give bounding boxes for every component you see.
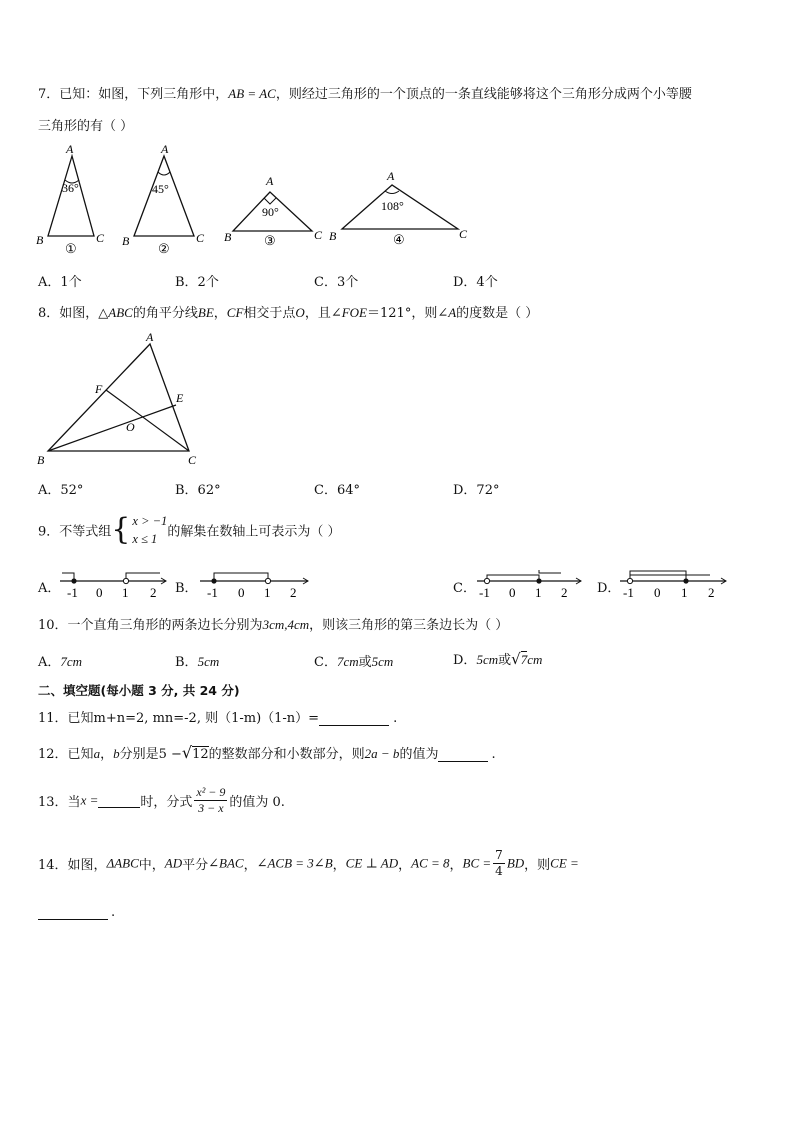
- fig4-label-a: A: [387, 169, 395, 183]
- tick-label: 1: [681, 585, 688, 600]
- closed-point: [71, 578, 76, 583]
- fig2-label-a: A: [161, 142, 169, 156]
- fig3-label-b: B: [224, 230, 232, 244]
- q13-answer-blank[interactable]: [98, 793, 140, 808]
- fig2-number: ②: [158, 241, 170, 255]
- q8-option-d[interactable]: D．72°: [453, 483, 500, 498]
- tick-label: 0: [238, 585, 245, 600]
- q12-stem: 12．已知a，b分别是5 −√12的整数部分和小数部分，则2a − b的值为 .: [38, 743, 496, 762]
- solution-bracket-2: [539, 570, 561, 573]
- q13-stem: 13．当x = 时，分式 $\frac{\text{x² − 9}}{3 - x}$ 的值为 0.: [38, 785, 285, 815]
- q7-stem-line1: 7．已知：如图，下列三角形中，AB = AC，则经过三角形的一个顶点的一条直线能够将这个三角形分成两个小等腰: [38, 86, 692, 102]
- fraction: $\frac{7}{4}$: [495, 848, 503, 878]
- fig3-number: ③: [264, 233, 276, 248]
- q7-stem-line2: 三角形的有（ ）: [38, 119, 134, 134]
- closed-point: [211, 578, 216, 583]
- q11-answer-blank[interactable]: [319, 711, 389, 726]
- fig2-angle: 45°: [152, 182, 169, 196]
- label-b: B: [37, 453, 45, 467]
- number-line-d[interactable]: [618, 565, 730, 601]
- q9-stem: 9．不等式组{ x > −1 x ≤ 1 的解集在数轴上可表示为（ ）: [38, 512, 341, 547]
- label-e: E: [176, 391, 184, 405]
- open-point: [627, 578, 632, 583]
- fig2-label-b: B: [122, 234, 130, 248]
- q11-stem: 11．已知m+n=2, mn=-2, 则（1-m)（1-n）= .: [38, 711, 398, 726]
- q7-option-a[interactable]: A．1个: [38, 275, 82, 290]
- q8-option-b[interactable]: B．62°: [175, 483, 221, 498]
- q9-option-b[interactable]: B．: [175, 581, 198, 596]
- triangle-2: [134, 156, 194, 236]
- tick-label: -1: [623, 585, 634, 600]
- tick-label: 2: [561, 585, 568, 600]
- sqrt-symbol: √: [181, 743, 193, 762]
- fig2-label-c: C: [196, 231, 205, 245]
- fraction: $\frac{\text{x² − 9}}{3 - x}$: [196, 785, 226, 815]
- tick-label: 1: [535, 585, 542, 600]
- fig3-angle: 90°: [262, 205, 279, 219]
- fig4-angle: 108°: [381, 199, 404, 213]
- open-point: [123, 578, 128, 583]
- tick-label: -1: [207, 585, 218, 600]
- fig1-label-a: A: [66, 142, 74, 156]
- tick-label: 2: [290, 585, 297, 600]
- number-line-c[interactable]: [475, 565, 587, 601]
- fig1-label-b: B: [36, 233, 44, 247]
- q8-option-a[interactable]: A．52°: [38, 483, 84, 498]
- q7-option-d[interactable]: D．4个: [453, 275, 498, 290]
- label-a: A: [146, 330, 154, 344]
- fig1-number: ①: [65, 241, 77, 255]
- fig4-label-b: B: [329, 229, 337, 243]
- q8-stem: 8．如图，△ABC的角平分线BE，CF相交于点O，且∠FOE＝121°，则∠A的度数是（ ）: [38, 305, 539, 321]
- q9-option-d[interactable]: D．: [597, 581, 621, 596]
- q12-answer-blank[interactable]: [438, 747, 488, 762]
- open-point: [265, 578, 270, 583]
- q9-ineq-2: x ≤ 1: [132, 532, 158, 546]
- tick-label: 0: [654, 585, 661, 600]
- q14-answer-blank[interactable]: [38, 905, 108, 920]
- open-point: [484, 578, 489, 583]
- tick-label: -1: [67, 585, 78, 600]
- triangle-1: [48, 156, 94, 236]
- q14-answer-line: .: [38, 905, 115, 920]
- closed-point: [683, 578, 688, 583]
- q7-figures: [30, 140, 490, 255]
- q7-option-c[interactable]: C．3个: [314, 275, 359, 290]
- q10-option-b[interactable]: B．5cm: [175, 654, 220, 670]
- solution-bracket: [214, 573, 268, 581]
- fig1-label-c: C: [96, 231, 105, 245]
- q7-option-b[interactable]: B．2个: [175, 275, 219, 290]
- tick-label: 1: [122, 585, 129, 600]
- q9-option-a[interactable]: A．: [38, 581, 61, 596]
- tick-label: 2: [708, 585, 715, 600]
- label-o: O: [126, 420, 135, 434]
- q10-option-d[interactable]: D．5cm或√7cm: [453, 650, 543, 668]
- angle-arc-4: [385, 191, 399, 194]
- q8-option-c[interactable]: C．64°: [314, 483, 360, 498]
- solution-bracket-right: [126, 573, 160, 581]
- closed-point: [536, 578, 541, 583]
- fig3-label-a: A: [266, 174, 274, 188]
- angle-arc-2: [158, 172, 170, 175]
- fig4-label-c: C: [459, 227, 468, 241]
- sqrt-symbol: √: [511, 650, 521, 668]
- solution-bracket-1: [487, 575, 539, 581]
- q14-stem: 14．如图，ΔABC中，AD平分∠BAC，∠ACB = 3∠B，CE ⊥ AD，AC = 8，BC = $\frac{7}{4}$ BD，则CE =: [38, 848, 579, 878]
- label-c: C: [188, 453, 197, 467]
- section-heading: 二、填空题(每小题 3 分, 共 24 分): [38, 683, 240, 698]
- fig4-number: ④: [393, 232, 405, 247]
- tick-label: 1: [264, 585, 271, 600]
- fig3-label-c: C: [314, 228, 323, 242]
- tick-label: 0: [509, 585, 516, 600]
- tick-label: -1: [479, 585, 490, 600]
- solution-bracket-1: [630, 571, 686, 581]
- tick-label: 0: [96, 585, 103, 600]
- q10-stem: 10．一个直角三角形的两条边长分别为3cm,4cm，则该三角形的第三条边长为（ ）: [38, 617, 509, 633]
- label-f: F: [95, 382, 103, 396]
- fig1-angle: 36°: [62, 181, 79, 195]
- right-angle-mark: [264, 198, 276, 204]
- q9-option-c[interactable]: C．: [453, 581, 476, 596]
- number-line-a[interactable]: [58, 565, 170, 601]
- q10-option-a[interactable]: A．7cm: [38, 654, 83, 670]
- tick-label: 2: [150, 585, 157, 600]
- q10-option-c[interactable]: C．7cm或5cm: [314, 654, 394, 670]
- q8-figure: [32, 328, 212, 468]
- q9-ineq-1: x > −1: [132, 514, 168, 528]
- number-line-b[interactable]: [198, 565, 314, 601]
